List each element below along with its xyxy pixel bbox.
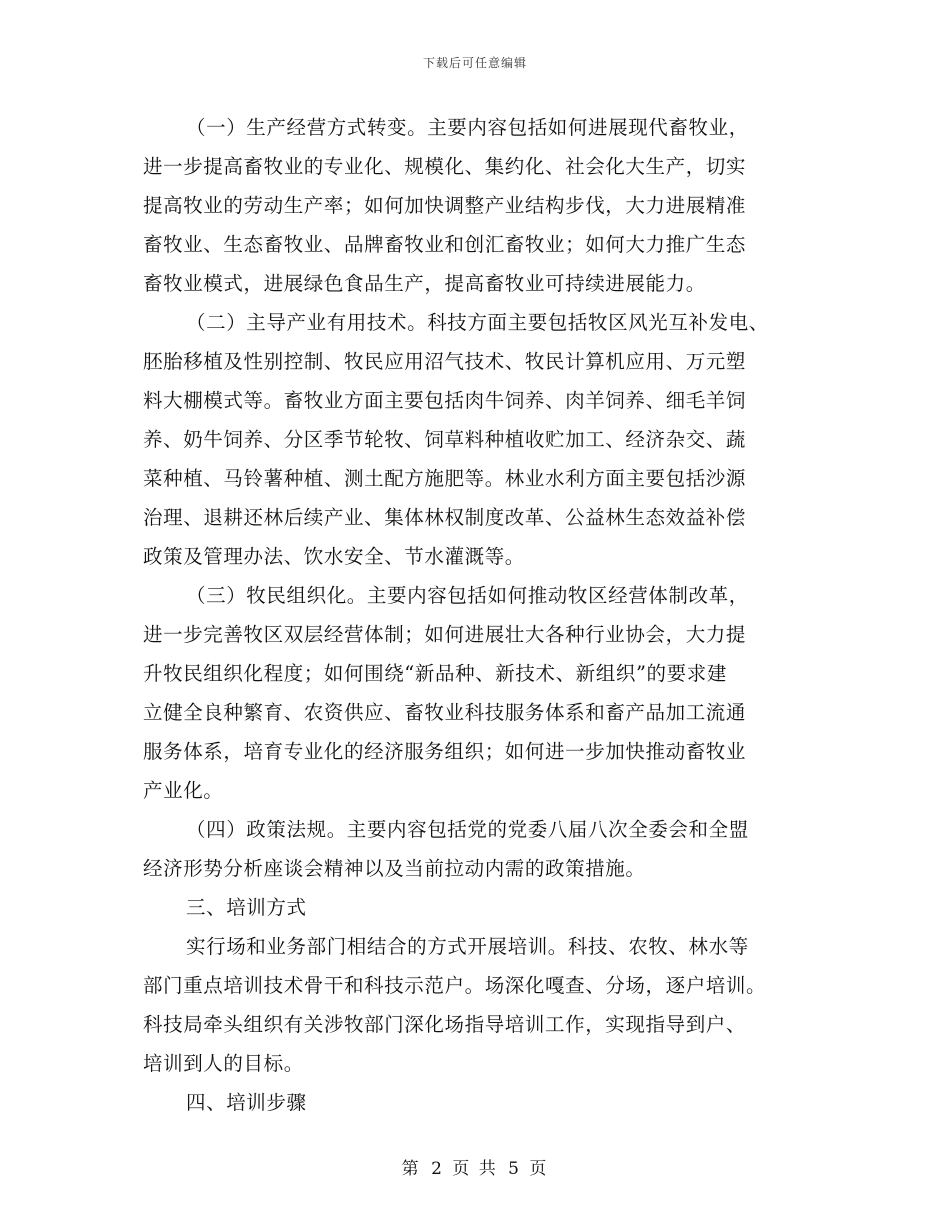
text-line: 畜牧业、生态畜牧业、品牌畜牧业和创汇畜牧业；如何大力推广生态: [143, 233, 747, 256]
total-page-number: 5: [508, 1159, 519, 1179]
text-line: 胚胎移植及性别控制、牧民应用沼气技术、牧民计算机应用、万元塑: [143, 350, 747, 373]
text-line: （二）主导产业有用技术。科技方面主要包括牧区风光互补发电、: [186, 311, 769, 334]
text-line: 菜种植、马铃薯种植、测土配方施肥等。林业水利方面主要包括沙源: [143, 467, 747, 490]
text-line: 升牧民组织化程度；如何围绕“新品种、新技术、新组织”的要求建: [143, 662, 727, 685]
text-line: 培训到人的目标。: [143, 1052, 304, 1075]
text-line: 进一步完善牧区双层经营体制；如何进展壮大各种行业协会，大力提: [143, 623, 747, 646]
text-line: 经济形势分析座谈会精神以及当前拉动内需的政策措施。: [143, 857, 646, 880]
text-line: （四）政策法规。主要内容包括党的党委八届八次全委会和全盟: [186, 818, 749, 841]
text-line: 畜牧业模式，进展绿色食品生产，提高畜牧业可持续进展能力。: [143, 272, 706, 295]
text-line: 科技局牵头组织有关涉牧部门深化场指导培训工作，实现指导到户、: [143, 1013, 747, 1036]
paragraph-herder-organization: [143, 576, 823, 810]
text-line: 政策及管理办法、饮水安全、节水灌溉等。: [143, 545, 525, 568]
text-line: （一）生产经营方式转变。主要内容包括如何进展现代畜牧业，: [186, 116, 749, 139]
section-heading: 四、培训步骤: [186, 1091, 307, 1114]
paragraph-production-mode: [143, 108, 823, 303]
section-heading: 三、培训方式: [186, 896, 307, 919]
text-line: 立健全良种繁育、农资供应、畜牧业科技服务体系和畜产品加工流通: [143, 701, 747, 724]
paragraph-training-method: [143, 927, 823, 1083]
text-line: 治理、退耕还林后续产业、集体林权制度改革、公益林生态效益补偿: [143, 506, 747, 529]
text-line: 进一步提高畜牧业的专业化、规模化、集约化、社会化大生产，切实: [143, 155, 747, 178]
section-heading-training-steps: [143, 1083, 823, 1122]
text-line: （三）牧民组织化。主要内容包括如何推动牧区经营体制改革，: [186, 584, 749, 607]
document-body: [143, 108, 823, 1122]
footer-middle: 页 共: [452, 1159, 498, 1179]
text-line: 产业化。: [143, 779, 224, 802]
text-line: 养、奶牛饲养、分区季节轮牧、饲草料种植收贮加工、经济杂交、蔬: [143, 428, 747, 451]
page-header: 下载后可任意编辑: [422, 56, 527, 70]
text-line: 服务体系，培育专业化的经济服务组织；如何进一步加快推动畜牧业: [143, 740, 747, 763]
footer-prefix: 第: [401, 1159, 421, 1179]
text-line: 料大棚模式等。畜牧业方面主要包括肉牛饲养、肉羊饲养、细毛羊饲: [143, 389, 747, 412]
text-line: 提高牧业的劳动生产率；如何加快调整产业结构步伐，大力进展精准: [143, 194, 747, 217]
section-heading-training-method: [143, 888, 823, 927]
page-number-footer: [0, 1154, 950, 1179]
footer-suffix: 页: [529, 1159, 549, 1179]
paragraph-policy-regulations: [143, 810, 823, 888]
text-line: 部门重点培训技术骨干和科技示范户。场深化嘎查、分场，逐户培训。: [143, 974, 767, 997]
current-page-number: 2: [431, 1159, 442, 1179]
text-line: 实行场和业务部门相结合的方式开展培训。科技、农牧、林水等: [186, 935, 749, 958]
paragraph-leading-industry-tech: [143, 303, 823, 576]
